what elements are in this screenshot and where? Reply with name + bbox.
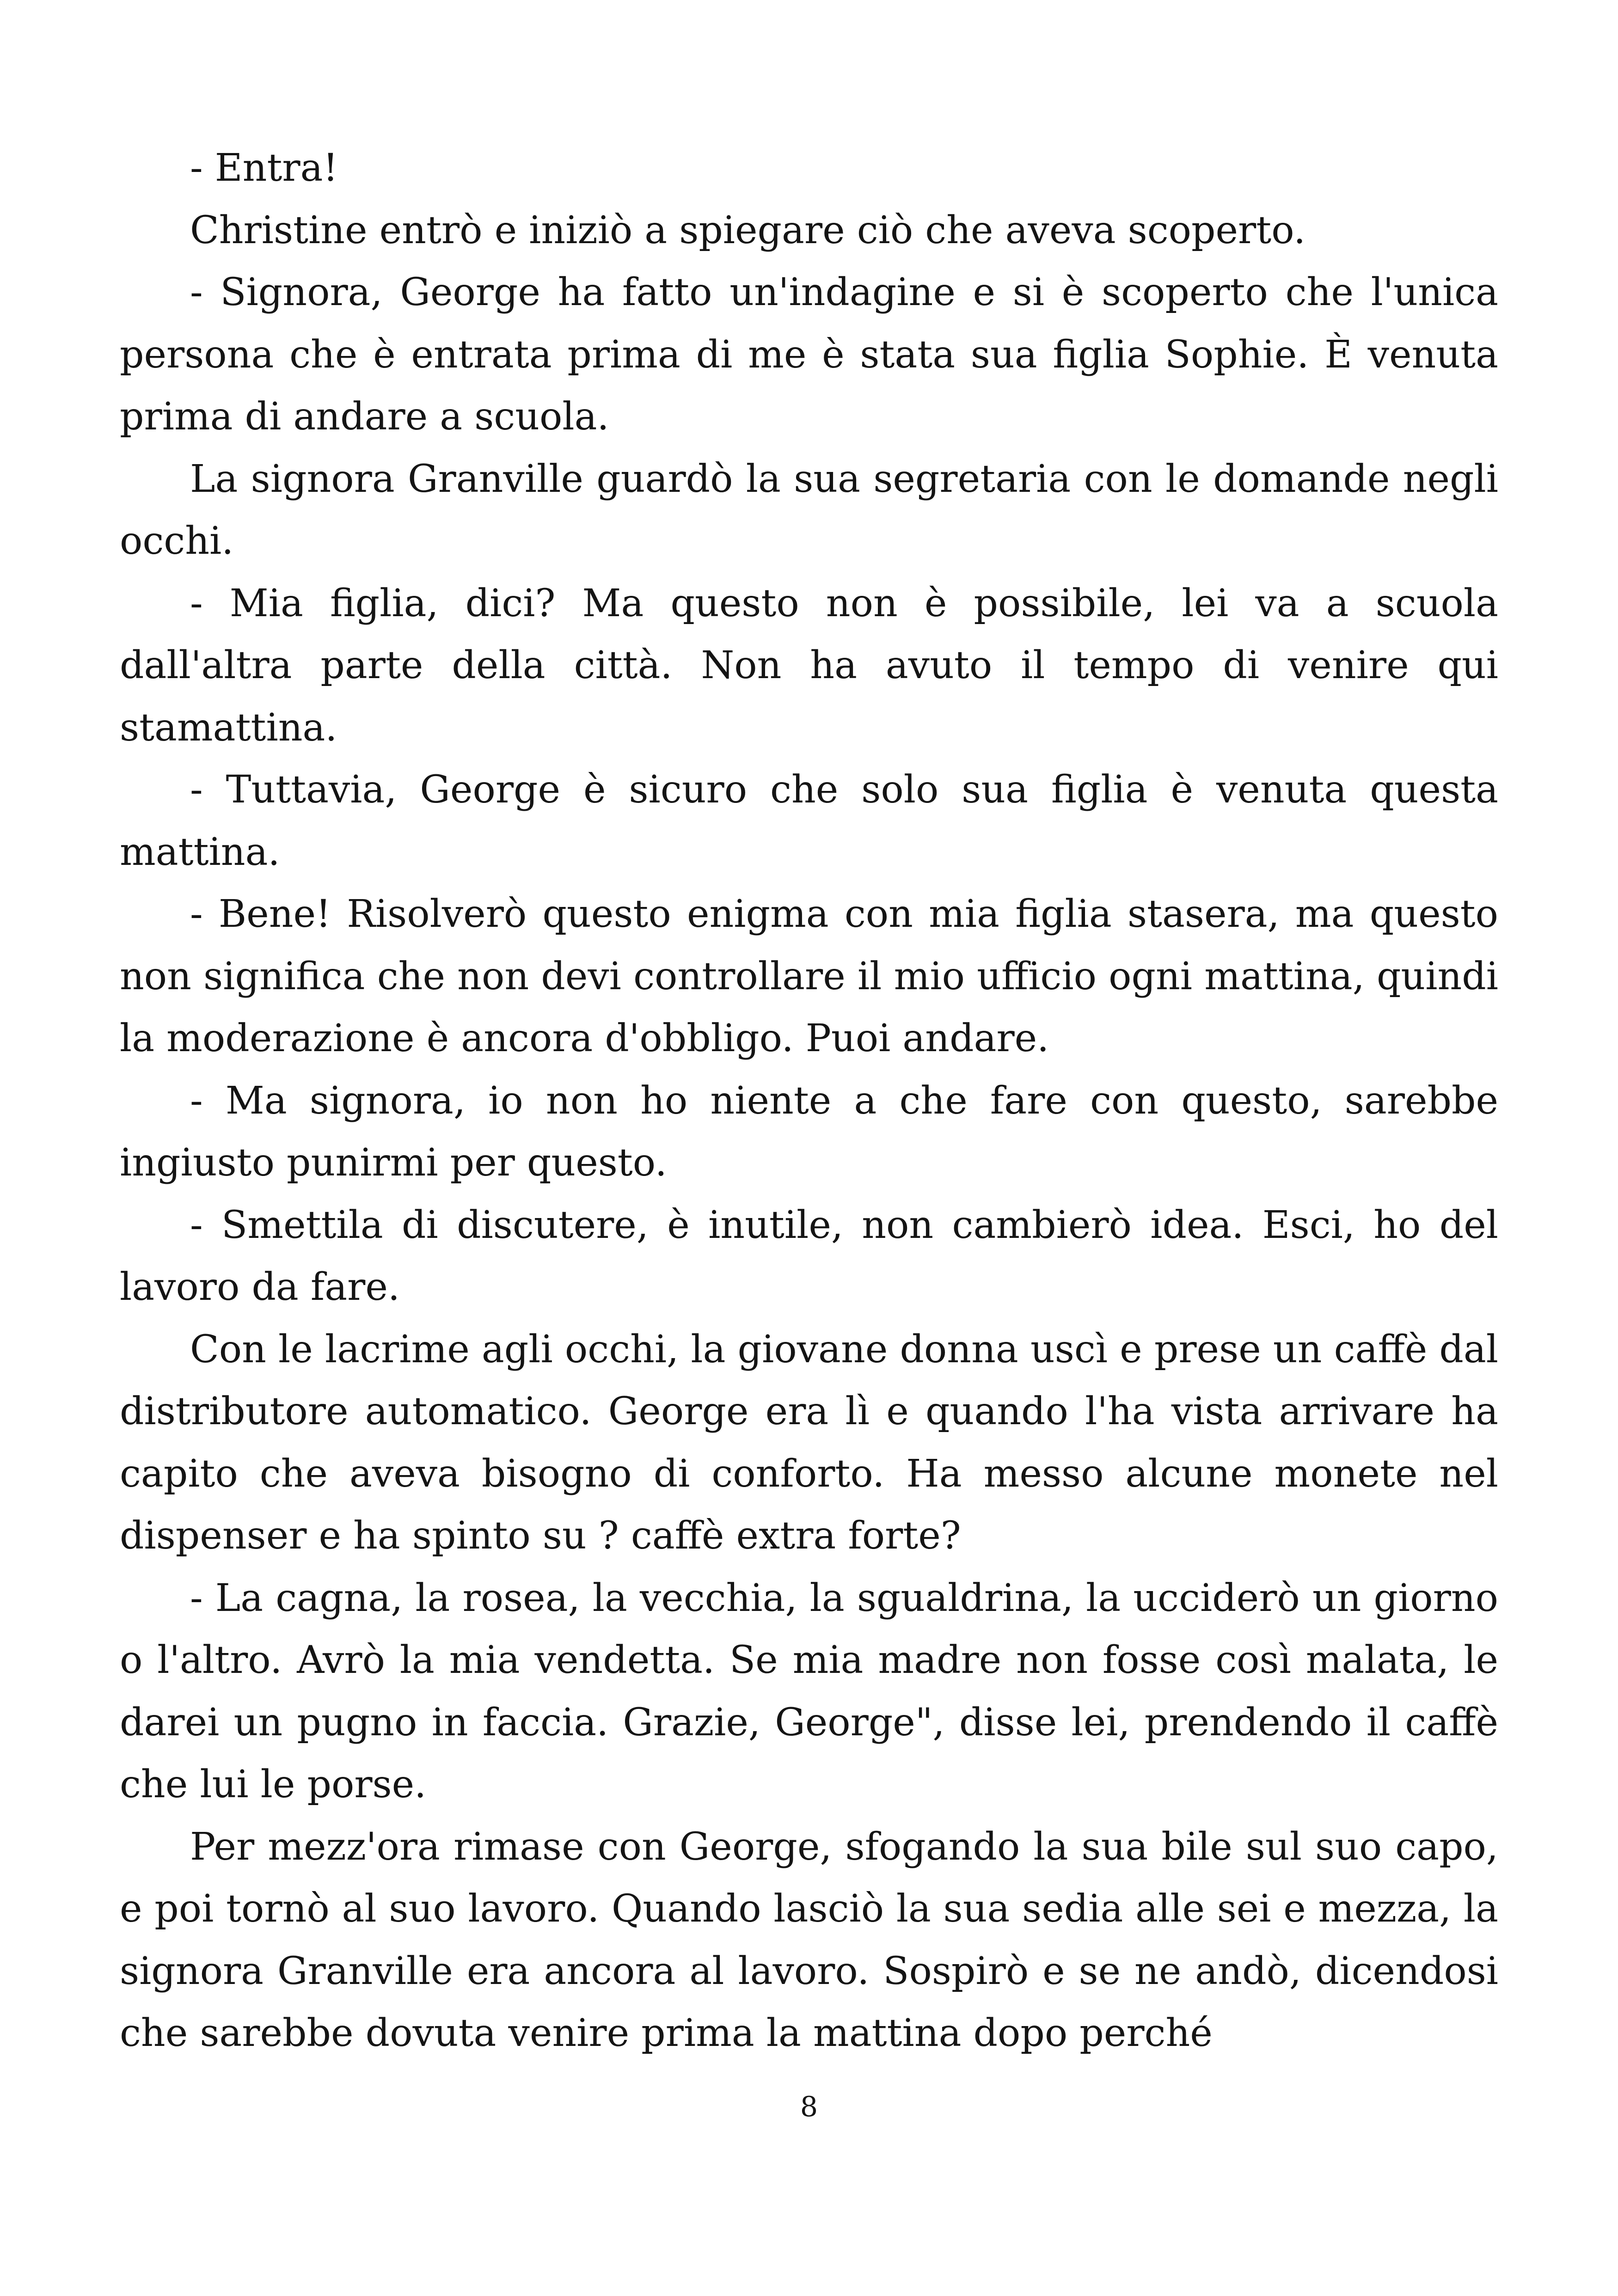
paragraph: - Tuttavia, George è sicuro che solo sua figlia è venuta questa mattina. — [120, 768, 1498, 874]
paragraph: Con le lacrime agli occhi, la giovane donna uscì e prese un caffè dal distributore automatico. George era lì e quando l'ha vista arrivare ha capito che aveva bisogno di conforto. Ha messo alcune monete nel dispenser e ha spinto su ? caffè extra forte? — [120, 1327, 1498, 1558]
paragraph: - La cagna, la rosea, la vecchia, la sgualdrina, la ucciderò un giorno o l'altro. Avrò la mia vendetta. Se mia madre non fosse così malata, le darei un pugno in faccia. Grazie, George", disse lei, prendendo il caffè che lui le porse. — [120, 1576, 1498, 1806]
paragraph: - Smettila di discutere, è inutile, non cambierò idea. Esci, ho del lavoro da fare. — [120, 1203, 1498, 1309]
body-text — [120, 137, 1498, 2065]
paragraph: - Mia figlia, dici? Ma questo non è possibile, lei va a scuola dall'altra parte della città. Non ha avuto il tempo di venire qui stamattina. — [120, 581, 1498, 750]
paragraph: - Ma signora, io non ho niente a che fare con questo, sarebbe ingiusto punirmi per questo. — [120, 1078, 1498, 1185]
paragraph: - Entra! — [190, 146, 338, 190]
paragraph: La signora Granville guardò la sua segretaria con le domande negli occhi. — [120, 457, 1498, 563]
page-number: 8 — [800, 2091, 818, 2123]
paragraph: - Signora, George ha fatto un'indagine e si è scoperto che l'unica persona che è entrata prima di me è stata sua figlia Sophie. È venuta prima di andare a scuola. — [120, 270, 1498, 439]
paragraph: Per mezz'ora rimase con George, sfogando la sua bile sul suo capo, e poi tornò al suo lavoro. Quando lasciò la sua sedia alle sei e mezza, la signora Granville era ancora al lavoro. Sospirò e se ne andò, dicendosi che sarebbe dovuta venire prima la mattina dopo perché — [120, 1825, 1498, 2055]
paragraph: - Bene! Risolverò questo enigma con mia figlia stasera, ma questo non significa che non devi controllare il mio ufficio ogni mattina, quindi la moderazione è ancora d'obbligo. Puoi andare. — [120, 892, 1498, 1060]
paragraph: Christine entrò e iniziò a spiegare ciò che aveva scoperto. — [190, 208, 1306, 252]
